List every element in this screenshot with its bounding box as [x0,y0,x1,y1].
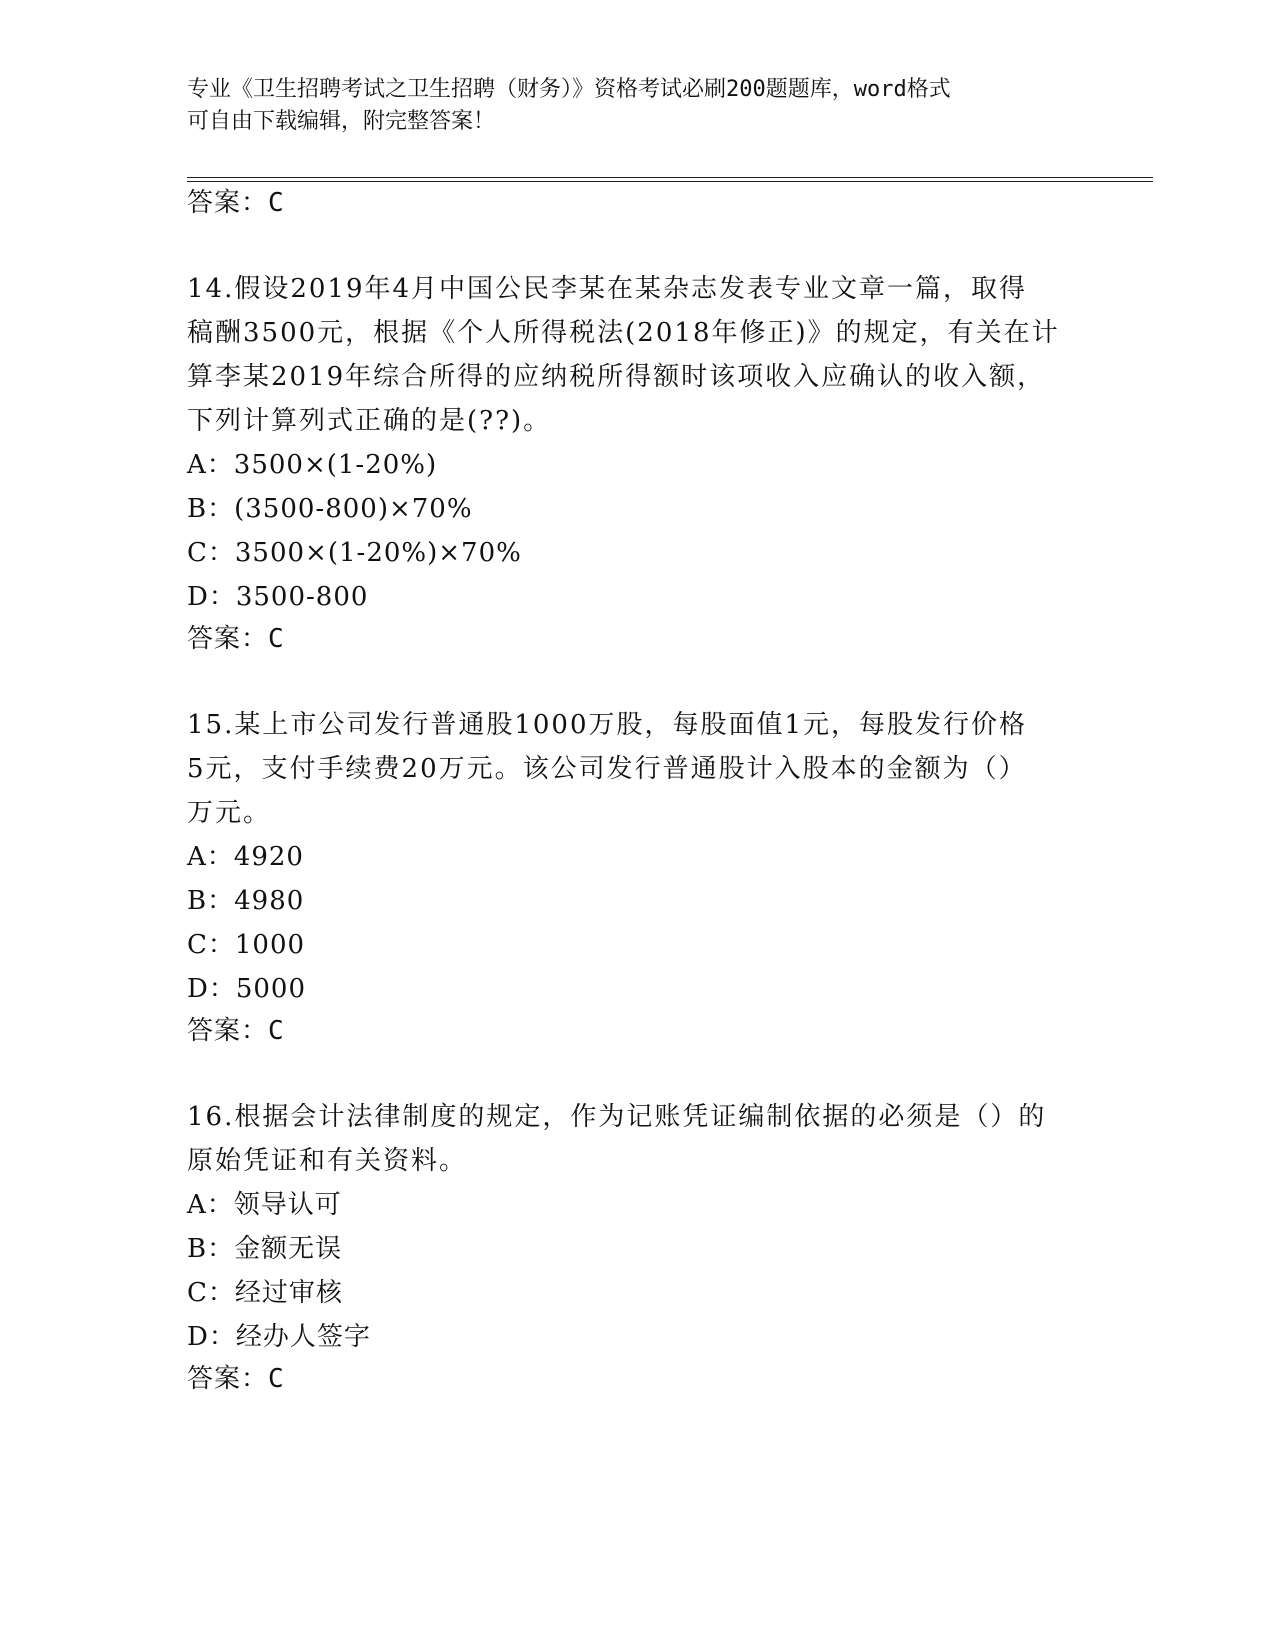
q15-option-b: B：4980 [187,886,305,916]
header-divider-bottom [187,181,1153,182]
answer-previous: 答案：C [187,188,285,218]
q15-text-line-1: 15.某上市公司发行普通股1000万股，每股面值1元，每股发行价格 [187,710,1028,740]
header-line-2: 可自由下载编辑，附完整答案！ [187,109,496,134]
q15-option-c: C：1000 [187,930,306,960]
q14-text-line-1: 14.假设2019年4月中国公民李某在某杂志发表专业文章一篇，取得 [187,274,1028,304]
q15-option-d: D：5000 [187,974,307,1004]
q15-text-line-3: 万元。 [187,798,272,828]
q14-answer: 答案：C [187,624,285,654]
page-header [187,74,1087,138]
q16-text-line-1: 16.根据会计法律制度的规定，作为记账凭证编制依据的必须是（）的 [187,1102,1047,1132]
q16-option-d: D：经办人签字 [187,1322,371,1352]
q14-option-b: B：(3500-800)×70% [187,494,473,524]
q15-text-line-2: 5元，支付手续费20万元。该公司发行普通股计入股本的金额为（） [187,754,1027,784]
q16-text-line-2: 原始凭证和有关资料。 [187,1146,468,1176]
q16-option-c: C：经过审核 [187,1278,343,1308]
q14-text-line-3: 算李某2019年综合所得的应纳税所得额时该项收入应确认的收入额， [187,362,1046,392]
header-divider-top [187,177,1153,178]
q16-option-b: B：金额无误 [187,1234,343,1264]
q15-option-a: A：4920 [187,842,304,872]
header-line-1: 专业《卫生招聘考试之卫生招聘（财务）》资格考试必刷200题题库，word格式 [187,77,951,102]
q16-answer: 答案：C [187,1364,285,1394]
q14-text-line-4: 下列计算列式正确的是(??)。 [187,406,552,436]
q14-option-c: C：3500×(1-20%)×70% [187,538,522,568]
q14-option-d: D：3500-800 [187,582,369,612]
q14-option-a: A：3500×(1-20%) [187,450,438,480]
q14-text-line-2: 稿酬3500元，根据《个人所得税法(2018年修正)》的规定，有关在计 [187,318,1060,348]
q15-answer: 答案：C [187,1016,285,1046]
q16-option-a: A：领导认可 [187,1190,342,1220]
